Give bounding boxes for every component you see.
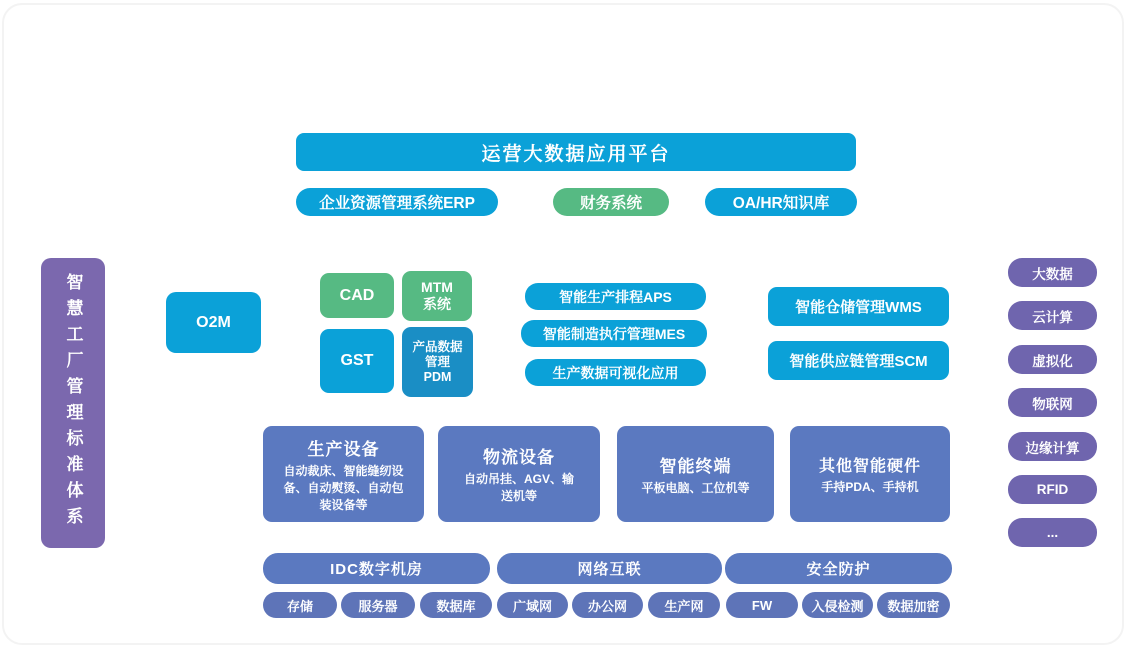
tech-chip-virtualization: 虚拟化	[1008, 345, 1097, 374]
chip-server: 服务器	[341, 592, 415, 618]
smart-terminal-title: 智能终端	[659, 456, 732, 476]
other-smart-hardware-desc: 手持PDA、手持机	[821, 479, 919, 494]
o2m-box: O2M	[166, 292, 261, 353]
cad-box: CAD	[320, 273, 394, 318]
scm-box: 智能供应链管理SCM	[768, 341, 949, 380]
smart-terminal-box	[617, 426, 774, 522]
tech-chip-iot: 物联网	[1008, 388, 1097, 417]
chip-database: 数据库	[420, 592, 492, 618]
logistics-equipment-desc: 自动吊挂、AGV、输送机等	[464, 472, 575, 503]
chip-wan: 广域网	[497, 592, 568, 618]
chip-data-encryption: 数据加密	[877, 592, 950, 618]
pdm-line3: PDM	[423, 369, 452, 384]
tech-chip-edge-computing: 边缘计算	[1008, 432, 1097, 461]
tech-chip-rfid: RFID	[1008, 475, 1097, 504]
mes-box: 智能制造执行管理MES	[521, 320, 707, 347]
erp-system-box: 企业资源管理系统ERP	[296, 188, 498, 216]
pdm-line2: 管理	[424, 354, 450, 369]
tech-chip-more: ...	[1008, 518, 1097, 547]
data-visualization-box: 生产数据可视化应用	[525, 359, 706, 386]
mtm-line2: 系统	[423, 296, 451, 312]
tech-chip-cloud: 云计算	[1008, 301, 1097, 330]
tech-chip-big-data: 大数据	[1008, 258, 1097, 287]
chip-production-network: 生产网	[648, 592, 720, 618]
mtm-line1: MTM	[421, 279, 453, 295]
gst-box: GST	[320, 329, 394, 393]
chip-office-network: 办公网	[572, 592, 643, 618]
network-interconnect-box: 网络互联	[497, 553, 722, 584]
pdm-line1: 产品数据	[412, 339, 463, 354]
logistics-equipment-box	[438, 426, 600, 522]
other-smart-hardware-box	[790, 426, 950, 522]
standard-system-rail: 智慧工厂管理标准体系	[41, 258, 105, 548]
smart-terminal-desc: 平板电脑、工位机等	[641, 480, 750, 495]
chip-storage: 存储	[263, 592, 337, 618]
logistics-equipment-title: 物流设备	[483, 448, 555, 467]
chip-intrusion-detection: 入侵检测	[802, 592, 873, 618]
other-smart-hardware-title: 其他智能硬件	[818, 457, 921, 475]
security-protection-box: 安全防护	[725, 553, 952, 584]
chip-firewall: FW	[726, 592, 798, 618]
wms-box: 智能仓储管理WMS	[768, 287, 949, 326]
idc-room-box: IDC数字机房	[263, 553, 490, 584]
oa-hr-knowledge-box: OA/HR知识库	[705, 188, 857, 216]
production-equipment-box	[263, 426, 424, 522]
aps-box: 智能生产排程APS	[525, 283, 706, 310]
mtm-system-box	[402, 271, 472, 321]
production-equipment-title: 生产设备	[307, 439, 380, 459]
pdm-box	[402, 327, 473, 397]
production-equipment-desc: 自动裁床、智能缝纫设备、自动熨烫、自动包装设备等	[283, 463, 404, 512]
finance-system-box: 财务系统	[553, 188, 669, 216]
big-data-platform-banner: 运营大数据应用平台	[296, 133, 856, 171]
